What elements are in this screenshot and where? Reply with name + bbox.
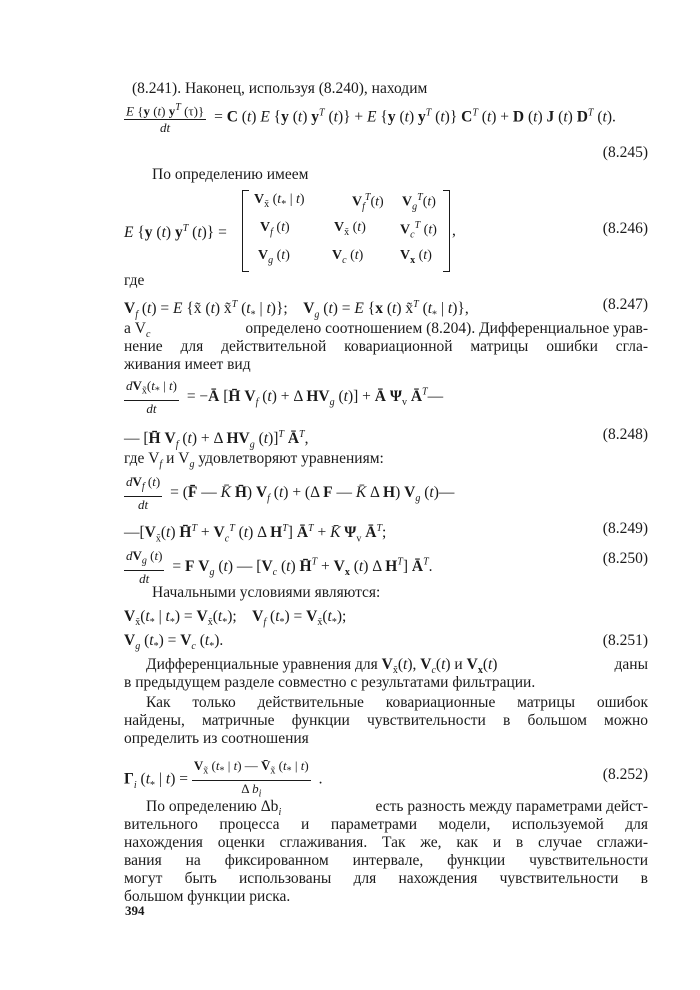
- punctuation-comma: ,: [452, 222, 456, 239]
- paragraph-line: вания на фиксированном интервале, функции чувствительности: [124, 852, 648, 869]
- equation-number: (8.247): [602, 296, 648, 313]
- equation-number: (8.246): [602, 220, 648, 237]
- equation-number: (8.245): [602, 144, 648, 161]
- equation-8-246-lhs: E {y (t) $y^T$ (t)} =: [124, 223, 227, 242]
- right-bracket: [443, 190, 450, 272]
- paragraph-line: По определению $\Delta b_i$ есть разность между параметрами дейст-: [124, 798, 648, 822]
- paragraph-line: найдены, матричные функции чувствительности в большом можно: [124, 712, 648, 729]
- matrix-cell: $V_c^T$ (t): [400, 220, 437, 241]
- word-gde: где: [124, 272, 145, 289]
- text-fragment: а V: [124, 320, 146, 337]
- paragraph-line: нение для действительной ковариационной матрицы ошибки сгла-: [124, 338, 648, 355]
- text-fragment: определено соотношением (8.204). Дифференциальное урав-: [245, 320, 648, 337]
- matrix-cell: $V_g^T(t)$: [402, 192, 436, 213]
- equation-8-251-line2: $V_g$ $(t_*) = V_c$ $(t_*)$.: [124, 632, 224, 653]
- equation-8-245: $\frac{E \{y (t) y^T (\tau)\}}{dt}$ = C (t) E {y (t) $y^T$ (t)} + E {y (t) $y^T$ (t)} $C^T$ (t) + D (t) J (t) $D^T$ (t).: [126, 102, 616, 136]
- matrix-cell: $V_x$ (t): [400, 248, 432, 266]
- paragraph-line: Дифференциальные уравнения для $V_{x̃}(t)$, $V_c(t)$ и $V_x(t)$ даны: [124, 656, 648, 680]
- matrix-cell: $V_f^T(t)$: [352, 192, 384, 213]
- paragraph-line: могут быть использованы для нахождения чувствительности в: [124, 870, 648, 887]
- matrix-cell: $V_{x̃}$ (t): [334, 220, 366, 238]
- equation-number: (8.249): [602, 520, 648, 537]
- paragraph-line: большом функции риска.: [124, 888, 291, 905]
- text-fragment: есть разность между параметрами дейст-: [375, 798, 648, 815]
- matrix-cell: $V_c$ (t): [332, 248, 364, 266]
- equation-8-250: $\frac{dV_g (t)}{dt}$ = F $V_g$ (t) — [$V_c$ (t) H̄$^T$ + $V_x$ (t) Δ $H^T$] $Ā^T$.: [126, 548, 433, 586]
- paragraph-line: а $V_c$ определено соотношением (8.204). Дифференциальное урав-: [124, 320, 648, 344]
- paragraph-intro: (8.241). Наконец, используя (8.240), находим: [132, 80, 428, 97]
- text-fragment: удовлетворяют уравнениям:: [198, 450, 384, 467]
- equation-8-249-line1: $\frac{dV_f (t)}{dt}$ = (F̄ — K̄ H̄) $V_f$ (t) + (Δ F — K̄ Δ H) $V_g$ (t)—: [126, 474, 455, 512]
- text-fragment: даны: [614, 656, 648, 673]
- text-fragment: и V: [166, 450, 190, 467]
- text-fragment: где V: [124, 450, 160, 467]
- fraction: $\frac{dV_{x̃}(t_* | t)}{dt}$: [126, 378, 177, 416]
- matrix-cell: $V_g$ (t): [258, 248, 290, 266]
- fraction: $\frac{V_{x̃} (t_* | t) — V̄_{x̃} (t_* | t)}{\Delta b_i}$: [193, 758, 309, 800]
- matrix-cell: $V_f$ (t): [260, 220, 290, 238]
- paragraph-line: вительного процесса и параметрами модели, используемой для: [124, 816, 648, 833]
- equation-8-247: $V_f$ (t) = E {x̃ (t) x̃$^T$ ($t_*$ | t)}; $V_g$ (t) = E {x (t) x̃$^T$ ($t_*$ | t)},: [124, 299, 469, 321]
- equation-8-251-line1: $V_{x̃}(t_*$ | $t_*) = V_{x̃}(t_*)$; $V_f$ $(t_*) = V_{x̃}(t_*)$;: [124, 608, 347, 629]
- paragraph-initial-conditions: Начальными условиями являются:: [152, 584, 381, 601]
- fraction: $\frac{dV_g (t)}{dt}$: [126, 548, 163, 586]
- paragraph-line: Как только действительные ковариационные матрицы ошибок: [146, 694, 648, 711]
- paragraph-line: где $V_f$ и $V_g$ удовлетворяют уравнениям:: [124, 450, 384, 471]
- left-bracket: [242, 190, 249, 272]
- paragraph-line: нахождения оценки сглаживания. Так же, как и в случае сглажи-: [124, 834, 648, 851]
- page-number: 394: [125, 903, 145, 918]
- equation-number: (8.250): [602, 550, 648, 567]
- equation-8-252: $\Gamma_i$ ($t_*$ | t) = $\frac{V_{x̃} (t_* | t) — V̄_{x̃} (t_* | t)}{\Delta b_i}$ .: [124, 758, 322, 802]
- matrix-cell: $V_{x̃}$ ($t_*$ | t): [254, 192, 305, 210]
- equation-number: (8.251): [602, 632, 648, 649]
- fraction: $\frac{dV_f (t)}{dt}$: [126, 474, 161, 512]
- text-fragment: Дифференциальные уравнения для: [146, 656, 378, 673]
- text-fragment: По определению Δb: [146, 798, 279, 815]
- equation-number: (8.252): [602, 766, 648, 783]
- paragraph-definition: По определению имеем: [152, 166, 309, 183]
- paragraph-line: живания имеет вид: [124, 356, 251, 373]
- fraction: $\frac{E \{y (t) y^T (\tau)\}}{dt}$: [126, 102, 205, 136]
- paragraph-line: определить из соотношения: [124, 730, 309, 747]
- equation-number: (8.248): [602, 426, 648, 443]
- equation-8-248-line2: — [H̄ $V_f$ (t) + Δ $HV_g$ (t)]$^T$ $Ā^T$,: [124, 429, 309, 451]
- paragraph-line: в предыдущем разделе совместно с результатами фильтрации.: [124, 674, 536, 691]
- equation-8-248-line1: $\frac{dV_{x̃}(t_* | t)}{dt}$ = −Ā [H̄ $V_f$ (t) + Δ $HV_g$ (t)] + Ā $\Psi_v$ $Ā^T—$: [126, 378, 444, 416]
- equation-8-249-line2: $—[V_{x̃}(t)$ H̄$^T$ + $V_c^T$ (t) Δ $H^T$] $Ā^T$ + K̄ $\Psi_v$ $Ā^T$;: [124, 523, 387, 545]
- covariance-matrix: [242, 190, 450, 272]
